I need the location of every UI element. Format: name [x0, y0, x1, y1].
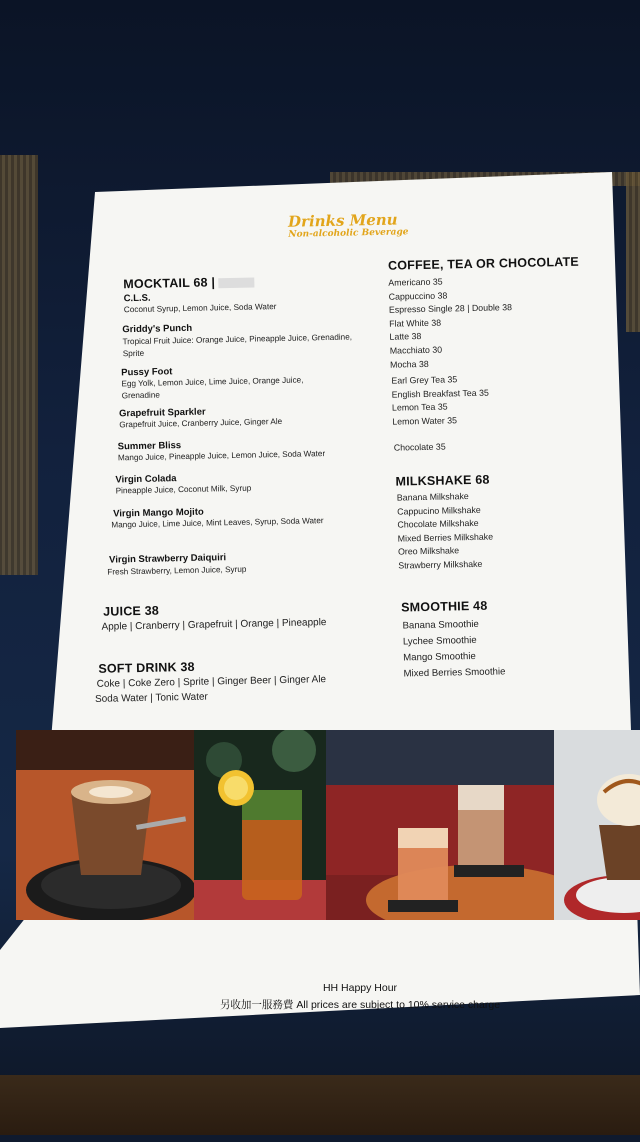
coffee-item: Espresso Single 28 | Double 38	[388, 302, 513, 315]
smoothie-heading: SMOOTHIE 48	[401, 598, 488, 615]
milkshake-item: Oreo Milkshake	[397, 545, 460, 557]
smoothie-item: Mixed Berries Smoothie	[403, 666, 506, 680]
smoothie-list	[402, 616, 505, 682]
coffee-item: Americano 35	[388, 276, 443, 288]
menu-subtitle: Non-alcoholic Beverage	[288, 227, 409, 240]
mocktail-heading	[123, 275, 255, 292]
milkshake-item: Chocolate Milkshake	[397, 518, 479, 530]
milkshake-item: Mixed Berries Milkshake	[397, 531, 494, 544]
coffee-heading: COFFEE, TEA OR CHOCOLATE	[387, 254, 580, 273]
juice-heading: JUICE 38	[103, 603, 160, 619]
smoothie-item: Mango Smoothie	[403, 650, 476, 664]
mocktail-name: Summer Bliss	[117, 440, 182, 453]
soft-drink-heading: SOFT DRINK 38	[98, 659, 195, 676]
juice-items: Apple | Cranberry | Grapefruit | Orange | Pineapple	[101, 617, 327, 633]
milkshake-item: Banana Milkshake	[396, 491, 469, 503]
milkshake-item: Strawberry Milkshake	[398, 558, 483, 571]
mocktail-desc: Coconut Syrup, Lemon Juice, Soda Water	[123, 302, 277, 315]
mocktail-name: Pussy Foot	[121, 366, 173, 379]
tea-item: Lemon Water 35	[392, 415, 458, 427]
service-charge-note: 另收加一服務費 All prices are subject to 10% service charge	[219, 999, 501, 1011]
mocktail-name: C.L.S.	[123, 292, 151, 305]
coffee-item: Mocha 38	[389, 358, 429, 370]
smoothie-item: Banana Smoothie	[402, 618, 479, 632]
tea-item: Earl Grey Tea 35	[391, 374, 458, 386]
soft-drink-line-2: Soda Water | Tonic Water	[94, 691, 208, 705]
mocktail-name: Virgin Mango Mojito	[113, 506, 204, 520]
mocktail-name: Virgin Strawberry Daiquiri	[109, 552, 227, 566]
redacted-mark	[219, 277, 255, 288]
mocktail-desc: Grapefruit Juice, Cranberry Juice, Ginger Ale	[119, 416, 283, 430]
mocktail-heading-text: MOCKTAIL 68 |	[123, 275, 216, 292]
mocktail-name: Virgin Colada	[115, 473, 177, 486]
latte-photo	[16, 730, 194, 920]
coffee-item: Flat White 38	[389, 317, 442, 329]
milkshake-heading: MILKSHAKE 68	[395, 472, 490, 489]
coffee-item: Cappuccino 38	[388, 290, 448, 302]
latte-image	[16, 730, 194, 920]
mocktail-desc: Fresh Strawberry, Lemon Juice, Syrup	[107, 564, 247, 577]
coffee-list	[388, 274, 513, 372]
iced-tea-photo	[194, 730, 326, 920]
soft-drink-line-1: Coke | Coke Zero | Sprite | Ginger Beer | Ginger Ale	[96, 674, 327, 690]
sodas-photo	[326, 730, 554, 920]
mocktail-desc: Mango Juice, Pineapple Juice, Lemon Juice, Soda Water	[117, 449, 326, 463]
coffee-item: Macchiato 30	[389, 344, 443, 356]
menu-title: Drinks Menu	[287, 210, 398, 231]
mocktail-desc: Egg Yolk, Lemon Juice, Lime Juice, Orange Juice, Grenadine	[121, 375, 304, 400]
tea-item: Lemon Tea 35	[391, 401, 448, 413]
mocktail-name: Griddy's Punch	[122, 322, 193, 336]
photo-strip	[16, 730, 640, 920]
chocolate-item: Chocolate 35	[393, 441, 446, 453]
tea-item: English Breakfast Tea 35	[391, 387, 489, 400]
iced-tea-image	[194, 730, 326, 920]
cream-drink-photo	[554, 730, 640, 920]
menu-footer	[180, 980, 540, 1014]
mocktail-name: Grapefruit Sparkler	[118, 406, 206, 420]
milkshake-list	[397, 490, 494, 574]
mocktail-desc: Mango Juice, Lime Juice, Mint Leaves, Syrup, Soda Water	[111, 516, 324, 530]
mocktail-desc: Pineapple Juice, Coconut Milk, Syrup	[115, 483, 252, 496]
sodas-image	[326, 730, 554, 920]
happy-hour-note: HH Happy Hour	[322, 982, 398, 994]
mocktail-desc: Tropical Fruit Juice: Orange Juice, Pineapple Juice, Grenadine, Sprite	[122, 332, 353, 358]
cream-drink-image	[554, 730, 640, 920]
milkshake-item: Cappucino Milkshake	[397, 504, 481, 517]
tea-list	[391, 373, 489, 429]
coffee-item: Latte 38	[389, 331, 422, 343]
smoothie-item: Lychee Smoothie	[402, 634, 477, 648]
